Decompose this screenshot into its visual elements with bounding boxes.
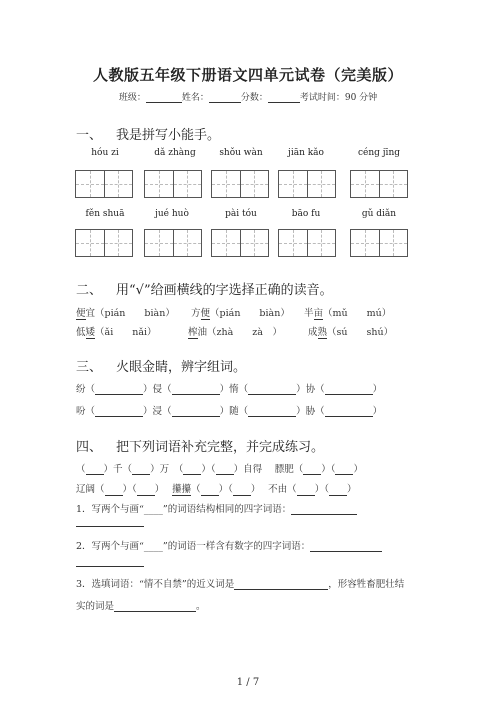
section-3-heading: 三、 火眼金睛，辨字组词。	[76, 360, 247, 375]
answer-blank[interactable]	[310, 541, 382, 552]
idiom-row: 辽阔（ ）（ ） 攥攥（ ）（ ） 不由（ ）（ ）	[76, 484, 357, 495]
writing-grid[interactable]	[350, 170, 408, 198]
pinyin-label: hóu zi	[91, 148, 119, 158]
answer-blank[interactable]	[248, 406, 296, 417]
answer-blank[interactable]	[297, 485, 315, 496]
pronunciation-item: 半亩（mǔ mú）	[304, 308, 392, 319]
class-label: 班级：	[118, 93, 146, 103]
writing-grid[interactable]	[144, 229, 202, 257]
writing-grid[interactable]	[278, 170, 336, 198]
pinyin-label: pài tóu	[225, 209, 257, 219]
pronunciation-item: 榨油（zhà zà ）	[188, 327, 282, 338]
name-label: 姓名：	[181, 93, 209, 103]
answer-blank[interactable]	[248, 384, 296, 395]
answer-blank[interactable]	[95, 406, 143, 417]
exam-info-line	[0, 90, 496, 103]
answer-line[interactable]	[76, 526, 144, 527]
name-blank[interactable]	[209, 92, 241, 103]
answer-line[interactable]	[76, 566, 144, 567]
answer-blank[interactable]	[86, 464, 104, 475]
pinyin-label: bāo fu	[291, 209, 321, 219]
score-label: 分数：	[240, 93, 268, 103]
answer-blank[interactable]	[201, 485, 219, 496]
answer-blank[interactable]	[234, 579, 328, 590]
section-2-heading: 二、 用“√”给画横线的字选择正确的读音。	[76, 283, 333, 298]
pronunciation-item: 便宜（pián biàn）	[76, 308, 175, 319]
section-1-heading: 一、 我是拼写小能手。	[76, 128, 221, 143]
answer-blank[interactable]	[291, 504, 357, 515]
question-3: 3．选填词语：“情不自禁”的近义词是 ，形容牲畜肥壮结	[76, 579, 405, 590]
answer-blank[interactable]	[137, 485, 155, 496]
answer-blank[interactable]	[172, 384, 220, 395]
question-2: 2．写两个与画“____”的词语一样含有数字的四字词语：	[76, 538, 382, 552]
pinyin-label: gǔ diǎn	[361, 209, 397, 219]
word-group-row: 纷（ ）侵（ ）惰（ ）协（ ）	[76, 384, 383, 395]
idiom-row: （ ）千（ ）万 （ ）（ ）自得 膘肥（ ）（ ）	[76, 464, 363, 475]
page-number: 1 / 7	[236, 677, 260, 688]
answer-blank[interactable]	[114, 601, 196, 612]
pronunciation-item: 低矮（ǎi nǎi）	[76, 327, 157, 338]
class-blank[interactable]	[146, 92, 182, 103]
writing-grid[interactable]	[211, 229, 269, 257]
pinyin-label: shǒu wàn	[219, 148, 263, 158]
answer-blank[interactable]	[233, 485, 251, 496]
time-label: 考试时间：90 分钟	[299, 93, 378, 103]
question-1: 1．写两个与画“____”的词语结构相同的四字词语：	[76, 501, 357, 515]
word-group-row: 吩（ ）浸（ ）随（ ）胁（ ）	[76, 406, 383, 417]
answer-blank[interactable]	[95, 384, 143, 395]
answer-blank[interactable]	[183, 464, 201, 475]
writing-grid[interactable]	[75, 170, 133, 198]
answer-blank[interactable]	[303, 464, 321, 475]
writing-grid[interactable]	[144, 170, 202, 198]
writing-grid[interactable]	[75, 229, 133, 257]
answer-blank[interactable]	[172, 406, 220, 417]
pronunciation-item: 方便（pián biàn）	[191, 308, 290, 319]
answer-blank[interactable]	[325, 384, 373, 395]
writing-grid[interactable]	[278, 229, 336, 257]
pinyin-label: céng jīng	[357, 148, 400, 158]
answer-blank[interactable]	[329, 485, 347, 496]
writing-grid[interactable]	[350, 229, 408, 257]
pinyin-label: jué huò	[155, 209, 189, 219]
answer-blank[interactable]	[335, 464, 353, 475]
pinyin-label: fěn shuā	[85, 209, 125, 219]
answer-blank[interactable]	[105, 485, 123, 496]
answer-blank[interactable]	[325, 406, 373, 417]
score-blank[interactable]	[268, 92, 300, 103]
pinyin-label: jiān kǎo	[288, 148, 324, 158]
section-4-heading: 四、 把下列词语补充完整，并完成练习。	[76, 440, 325, 455]
writing-grid[interactable]	[211, 170, 269, 198]
question-3-cont: 实的词是 。	[76, 601, 206, 612]
page-title: 人教版五年级下册语文四单元试卷（完美版）	[92, 66, 403, 84]
pinyin-label: dǎ zhàng	[154, 148, 196, 158]
answer-blank[interactable]	[132, 464, 150, 475]
answer-blank[interactable]	[216, 464, 234, 475]
pronunciation-item: 成熟（sú shú）	[308, 327, 394, 338]
